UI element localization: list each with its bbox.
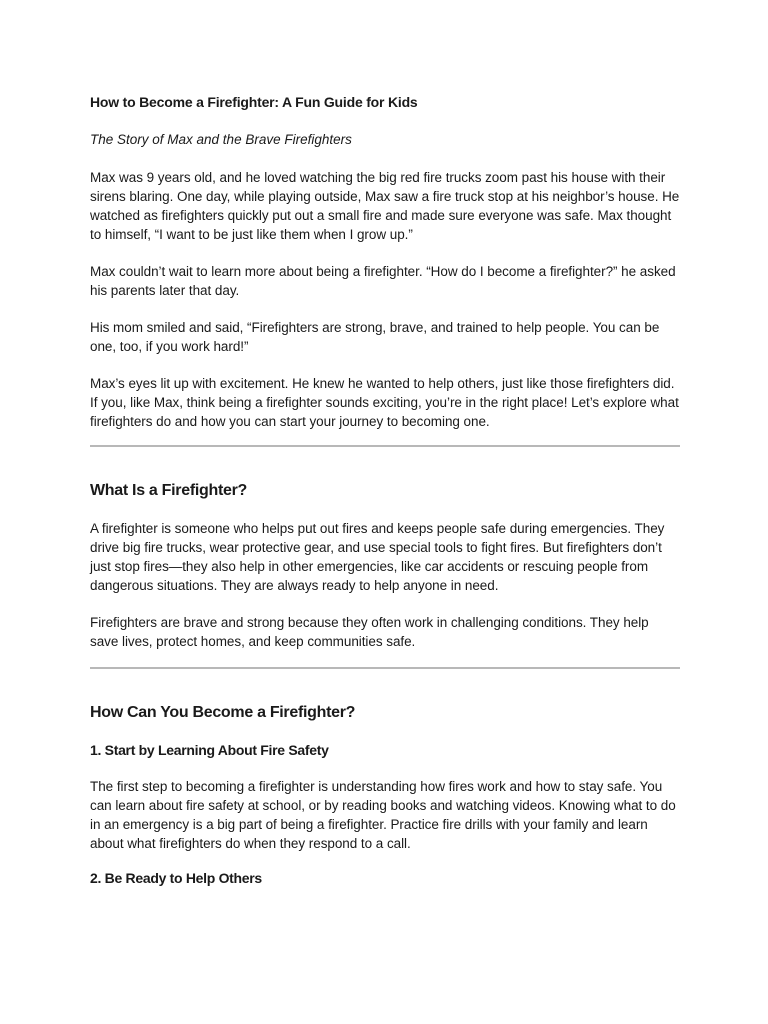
- section-heading-how-to: How Can You Become a Firefighter?: [90, 704, 356, 721]
- step-1-heading: 1. Start by Learning About Fire Safety: [90, 742, 329, 758]
- intro-paragraph-4: Max’s eyes lit up with excitement. He knew he wanted to help others, just like those firefighters did. If you, like Max, think being a firefighter sounds exciting, you’re in the right place! Let’s explore what firefighters do and how you can start your journey to becoming one.: [90, 376, 679, 429]
- intro-paragraph-2: Max couldn’t wait to learn more about being a firefighter. “How do I become a firefighter?” he asked his parents later that day.: [90, 264, 676, 298]
- what-is-paragraph-1: A firefighter is someone who helps put out fires and keeps people safe during emergencies. They drive big fire trucks, wear protective gear, and use special tools to fight fires. But firefighters don’t just stop fires—they also help in other emergencies, like car accidents or rescuing people from dangerous situations. They are always ready to help anyone in need.: [90, 521, 665, 593]
- section-divider-1: [90, 445, 680, 447]
- step-1-paragraph: The first step to becoming a firefighter is understanding how fires work and how to stay safe. You can learn about fire safety at school, or by reading books and watching videos. Knowing what to do in an emergency is a big part of being a firefighter. Practice fire drills with your family and learn about what firefighters do when they respond to a call.: [90, 779, 676, 851]
- document-content: [90, 92, 680, 888]
- story-subtitle: The Story of Max and the Brave Firefighters: [90, 132, 352, 147]
- section-divider-2: [90, 667, 680, 669]
- step-2-heading: 2. Be Ready to Help Others: [90, 870, 262, 886]
- document-title: How to Become a Firefighter: A Fun Guide for Kids: [90, 94, 418, 110]
- section-heading-what-is: What Is a Firefighter?: [90, 482, 247, 499]
- what-is-paragraph-2: Firefighters are brave and strong because they often work in challenging conditions. They help save lives, protect homes, and keep communities safe.: [90, 615, 649, 649]
- intro-paragraph-1: Max was 9 years old, and he loved watching the big red fire trucks zoom past his house with their sirens blaring. One day, while playing outside, Max saw a fire truck stop at his neighbor’s house. He watched as firefighters quickly put out a small fire and made sure everyone was safe. Max thought to himself, “I want to be just like them when I grow up.”: [90, 170, 680, 242]
- intro-paragraph-3: His mom smiled and said, “Firefighters are strong, brave, and trained to help people. You can be one, too, if you work hard!”: [90, 320, 660, 354]
